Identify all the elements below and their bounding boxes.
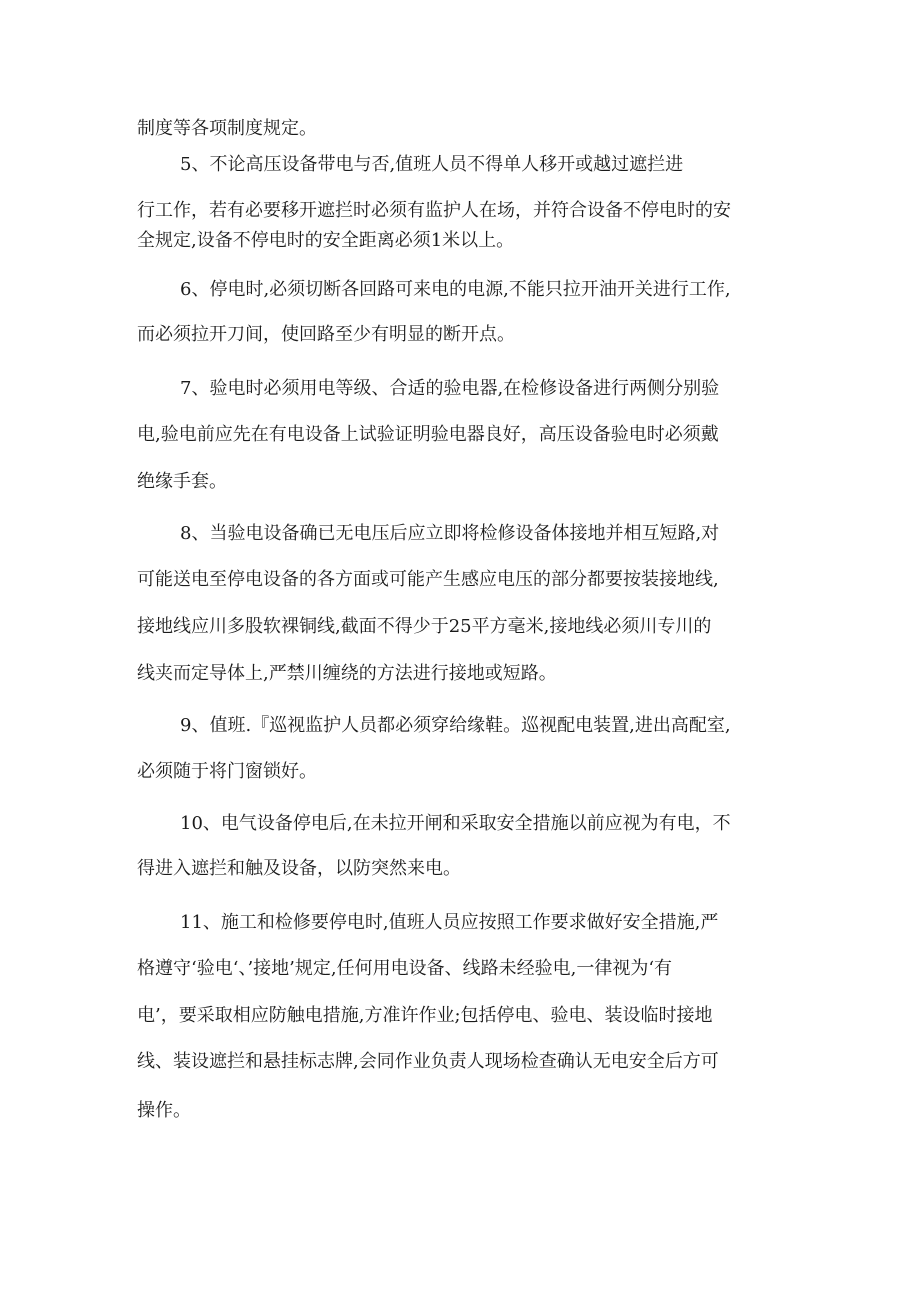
paragraph-line: 11、施工和检修要停电时,值班人员应按照工作要求做好安全措施,严: [180, 912, 719, 933]
paragraph-line: 制度等各项制度规定。: [137, 118, 317, 139]
paragraph-line: 5、不论高压设备带电与否,值班人员不得单人移开或越过遮拦进: [180, 154, 684, 175]
paragraph-line: 操作。: [137, 1100, 191, 1121]
paragraph-line: 必须随于将门窗锁好。: [137, 761, 317, 782]
paragraph-line: 6、停电时,必须切断各回路可来电的电源,不能只拉开油开关进行工作,: [180, 279, 731, 300]
paragraph-line: 线、装设遮拦和悬挂标志牌,会同作业负责人现场检查确认无电安全后方可: [137, 1051, 719, 1072]
paragraph-line: 绝缘手套。: [137, 471, 227, 492]
paragraph-line: 线夹而定导体上,严禁川缠绕的方法进行接地或短路。: [137, 663, 557, 684]
paragraph-line: 10、电气设备停电后,在未拉开闸和采取安全措施以前应视为有电，不: [180, 813, 731, 834]
paragraph-line: 而必须拉开刀间，使回路至少有明显的断开点。: [137, 324, 515, 345]
paragraph-line: 9、值班.『巡视监护人员都必须穿给缘鞋。巡视配电装置,进出高配室,: [180, 715, 731, 736]
paragraph-line: 可能送电至停电设备的各方面或可能产生感应电压的部分都要按装接地线,: [137, 569, 719, 590]
paragraph-line: 电,验电前应先在有电设备上试验证明验电器良好，高压设备验电时必须戴: [137, 424, 719, 445]
paragraph-line: 8、当验电设备确已无电压后应立即将检修设备体接地并相互短路,对: [180, 523, 720, 544]
paragraph-line: 全规定,设备不停电时的安全距离必须1米以上。: [137, 230, 515, 251]
paragraph-line: 行工作，若有必要移开遮拦时必须有监护人在场，并符合设备不停电时的安: [137, 200, 731, 221]
paragraph-line: 接地线应川多股软裸铜线,截面不得少于25平方毫米,接地线必须川专川的: [137, 616, 712, 637]
paragraph-line: 电’，要采取相应防触电措施,方准许作业;包括停电、验电、装设临时接地: [137, 1005, 713, 1026]
paragraph-line: 得进入遮拦和触及设备，以防突然来电。: [137, 858, 461, 879]
paragraph-line: 7、验电时必须用电等级、合适的验电器,在检修设备进行两侧分别验: [180, 378, 720, 399]
paragraph-line: 格遵守‘验电‘、’接地’规定,任何用电设备、线路未经验电,一律视为‘有: [137, 958, 673, 979]
